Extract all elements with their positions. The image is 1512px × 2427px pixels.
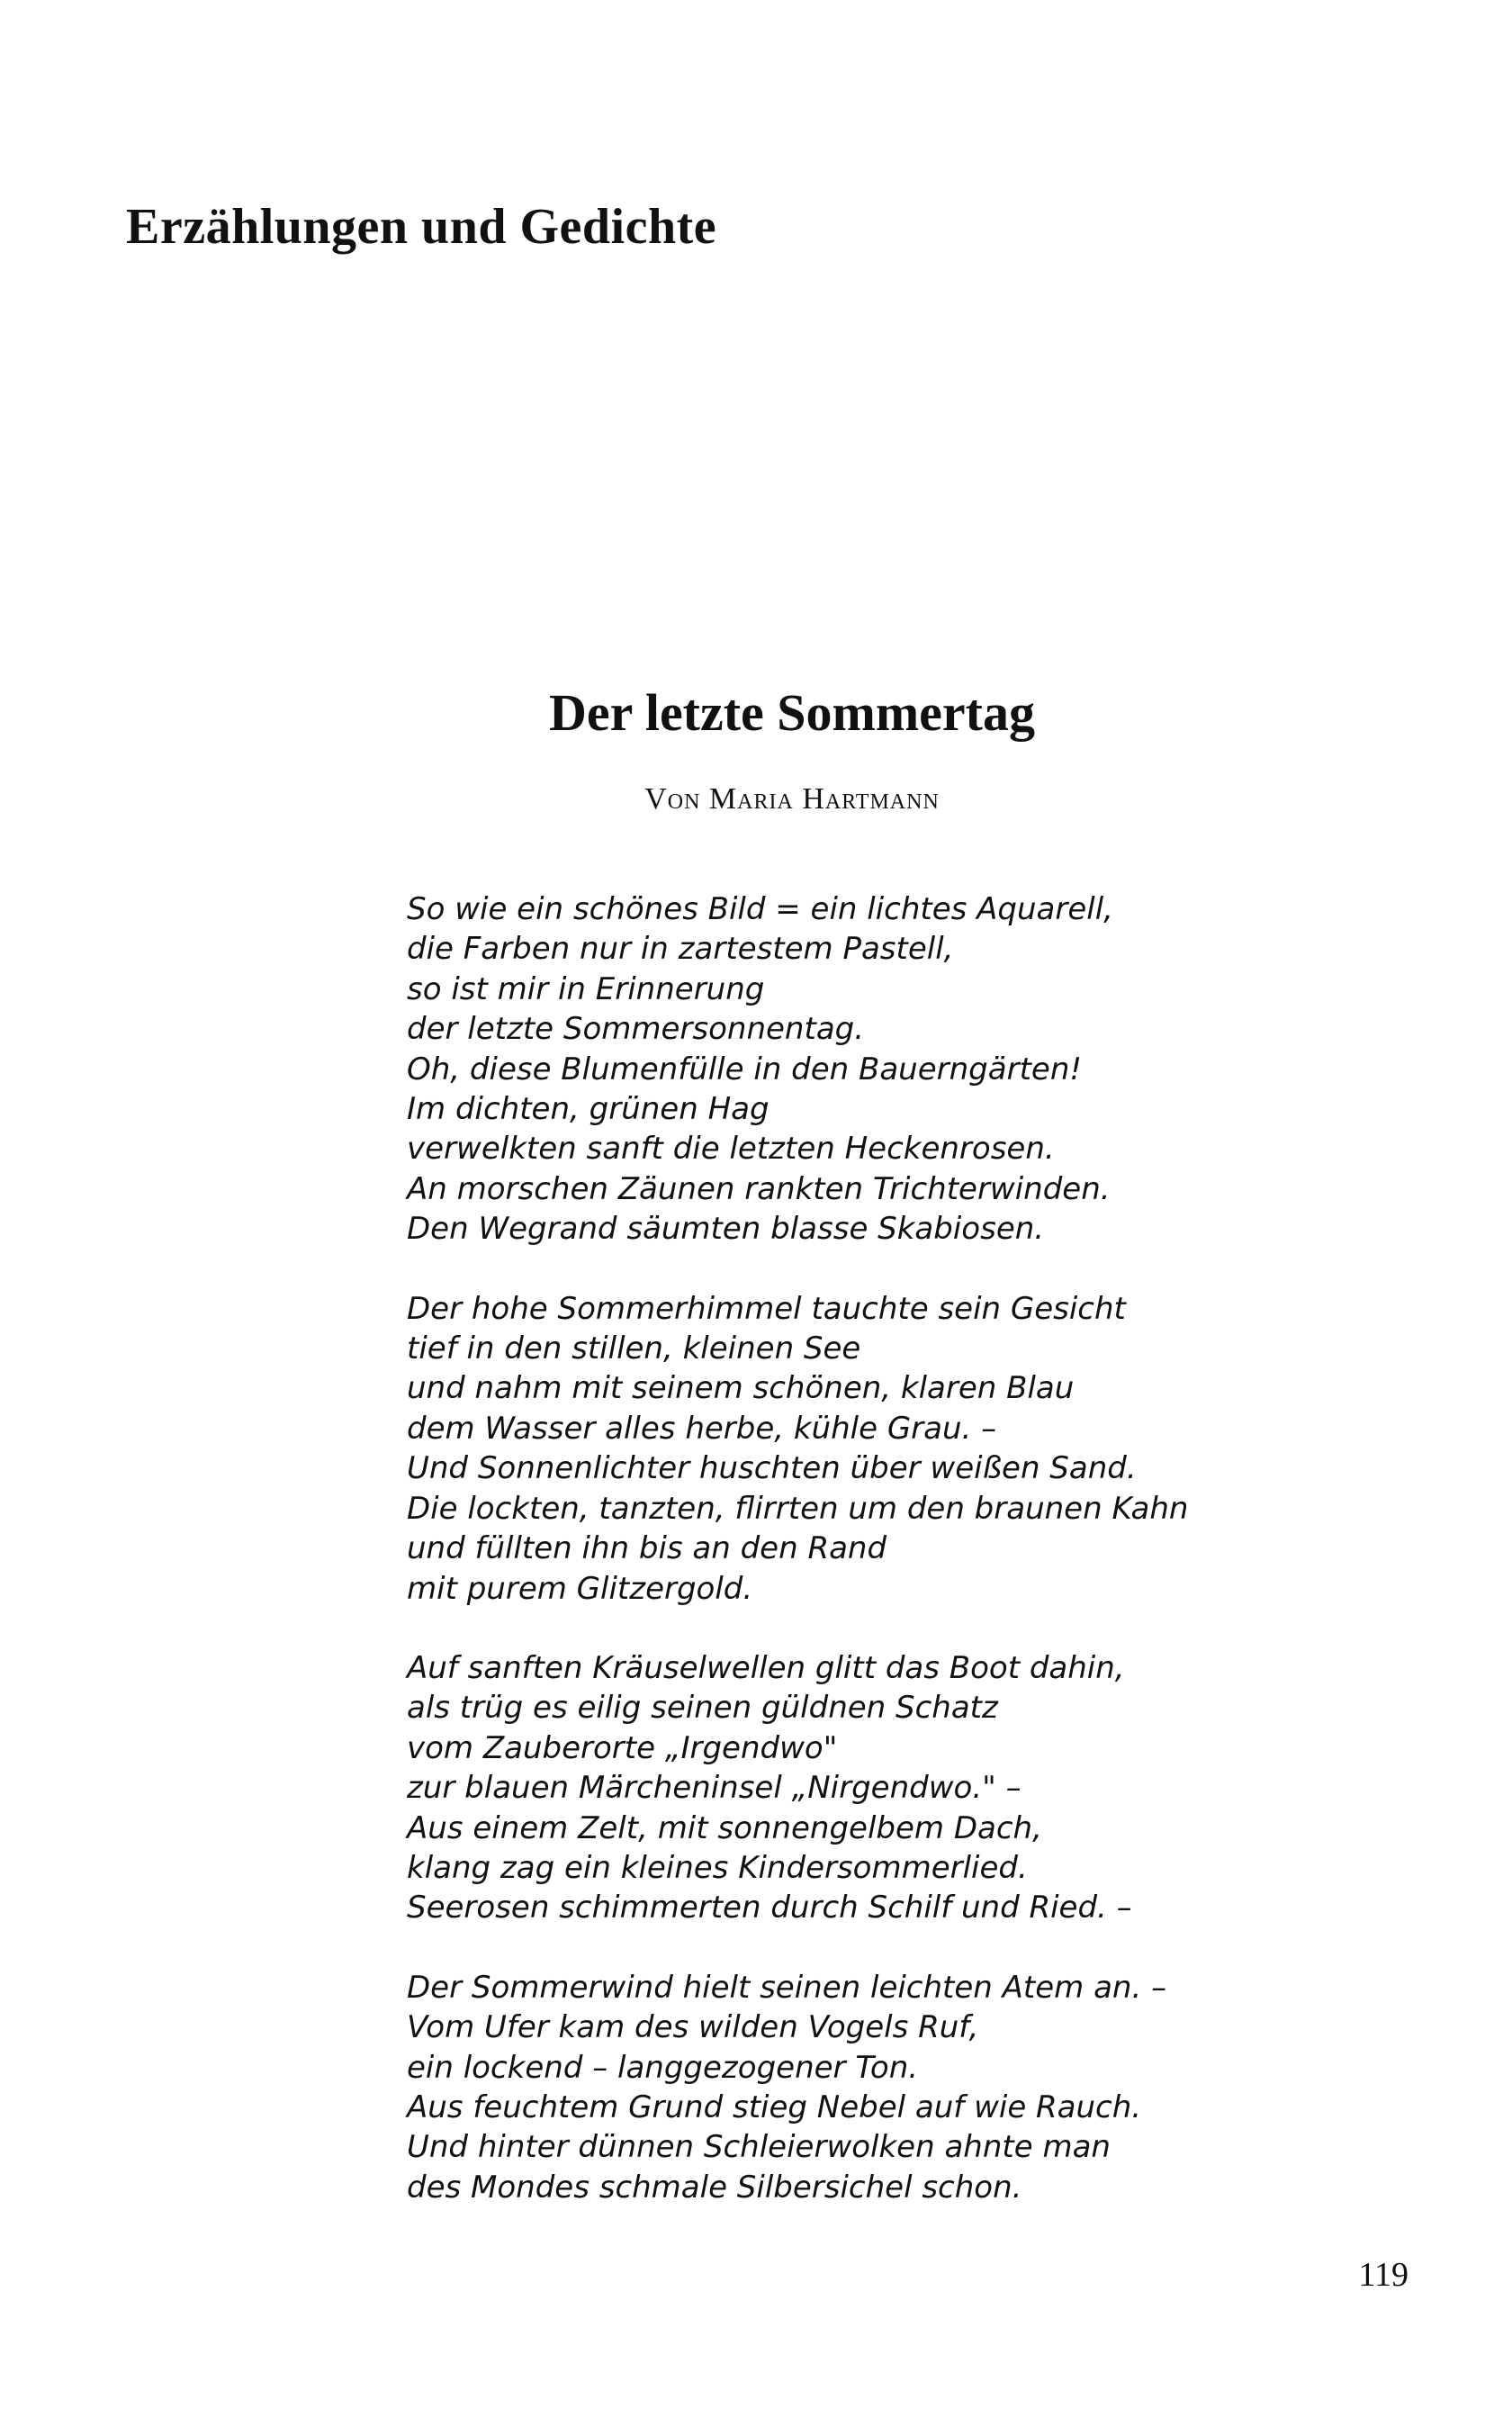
poem-line: Der hohe Sommerhimmel tauchte sein Gesicht xyxy=(407,1290,1126,1327)
poem-line: Der Sommerwind hielt seinen leichten Atem an. – xyxy=(407,1969,1167,2006)
poem-body xyxy=(407,889,1397,2207)
poem-byline: Von Maria Hartmann xyxy=(644,782,940,816)
poem-line: und füllten ihn bis an den Rand xyxy=(407,1530,887,1567)
poem-line: klang zag ein kleines Kindersommerlied. xyxy=(407,1849,1028,1886)
poem-line: des Mondes schmale Silbersichel schon. xyxy=(407,2169,1022,2206)
poem-line: Seerosen schimmerten durch Schilf und Ried. – xyxy=(407,1890,1132,1926)
poem-line: Den Wegrand säumten blasse Skabiosen. xyxy=(407,1211,1045,1248)
page-number: 119 xyxy=(1358,2256,1408,2294)
poem-line: Auf sanften Kräuselwellen glitt das Boot dahin, xyxy=(407,1649,1125,1686)
poem-line: die Farben nur in zartestem Pastell, xyxy=(407,931,954,968)
poem-line: als trüg es eilig seinen güldnen Schatz xyxy=(407,1690,998,1727)
stanza-4 xyxy=(407,1968,1397,2207)
poem-line: tief in den stillen, kleinen See xyxy=(407,1331,861,1367)
poem-line: so ist mir in Erinnerung xyxy=(407,970,765,1007)
poem-line: Und Sonnenlichter huschten über weißen Sand. xyxy=(407,1450,1137,1487)
poem-line: Die lockten, tanzten, flirrten um den braunen Kahn xyxy=(407,1490,1189,1527)
poem-line: zur blauen Märcheninsel „Nirgendwo." – xyxy=(407,1770,1022,1807)
poem-line: vom Zauberorte „Irgendwo" xyxy=(407,1729,838,1766)
poem-line: Vom Ufer kam des wilden Vogels Ruf, xyxy=(407,2009,979,2046)
poem-line: So wie ein schönes Bild = ein lichtes Aquarell, xyxy=(407,891,1113,927)
poem-line: Und hinter dünnen Schleierwolken ahnte man xyxy=(407,2129,1111,2166)
poem-line: Oh, diese Blumenfülle in den Bauerngärten! xyxy=(407,1051,1082,1087)
stanza-1 xyxy=(407,889,1397,1250)
poem-line: verwelkten sanft die letzten Heckenrosen. xyxy=(407,1131,1055,1168)
stanza-3 xyxy=(407,1648,1397,1928)
stanza-2 xyxy=(407,1289,1397,1609)
poem-line: dem Wasser alles herbe, kühle Grau. – xyxy=(407,1410,997,1447)
poem-line: der letzte Sommersonnentag. xyxy=(407,1011,865,1048)
poem-line: Aus feuchtem Grund stieg Nebel auf wie Rauch. xyxy=(407,2089,1142,2125)
poem-line: und nahm mit seinem schönen, klaren Blau xyxy=(407,1370,1075,1407)
poem-line: ein lockend – langgezogener Ton. xyxy=(407,2049,919,2086)
poem-title: Der letzte Sommertag xyxy=(549,683,1035,742)
poem-line: mit purem Glitzergold. xyxy=(407,1570,753,1607)
poem-line: An morschen Zäunen rankten Trichterwinden. xyxy=(407,1170,1111,1207)
poem-line: Aus einem Zelt, mit sonnengelbem Dach, xyxy=(407,1809,1042,1846)
poem-line: Im dichten, grünen Hag xyxy=(407,1091,770,1128)
section-title: Erzählungen und Gedichte xyxy=(126,199,717,255)
